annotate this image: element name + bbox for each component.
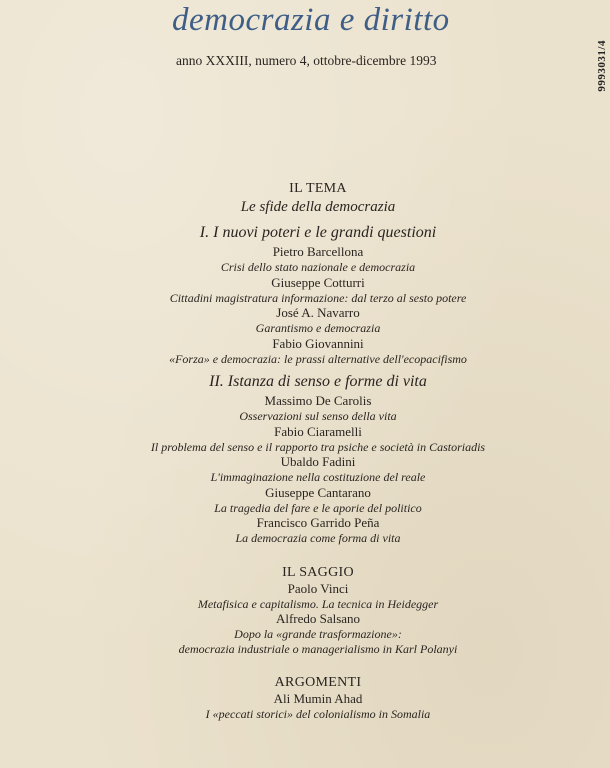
part-two-title: II. Istanza di senso e forme di vita	[209, 373, 427, 390]
issue-info: anno XXXIII, numero 4, ottobre-dicembre 1993	[176, 53, 437, 68]
section-heading-argomenti: ARGOMENTI	[274, 675, 362, 690]
toc-article-title: «Forza» e democrazia: le prassi alternative dell'ecopacifismo	[169, 351, 467, 366]
table-of-contents	[138, 180, 498, 722]
toc-author: Ali Mumin Ahad	[273, 691, 363, 706]
catalog-code: 999303​1/4	[596, 40, 608, 92]
toc-article-title: Cittadini magistratura informazione: dal terzo al sesto potere	[169, 290, 467, 305]
toc-article-title: Osservazioni sul senso della vita	[239, 409, 397, 423]
toc-author: Francisco Garrido Peña	[256, 515, 380, 530]
toc-article-title: Crisi dello stato nazionale e democrazia	[220, 260, 416, 274]
toc-article-title: La tragedia del fare e le aporie del politico	[214, 500, 422, 515]
toc-article-title: Metafisica e capitalismo. La tecnica in Heidegger	[197, 596, 439, 611]
toc-article-title: Dopo la «grande trasformazione»:	[234, 627, 402, 641]
toc-author: Ubaldo Fadini	[280, 454, 356, 469]
part-one-title: I. I nuovi poteri e le grandi questioni	[199, 224, 437, 241]
toc-author: Fabio Ciaramelli	[274, 423, 362, 439]
toc-author: Massimo De Carolis	[264, 393, 372, 408]
section-spacer	[138, 546, 498, 564]
toc-article-title: L'immaginazione nella costituzione del reale	[210, 470, 426, 484]
toc-author: José A. Navarro	[276, 305, 360, 320]
theme-title: Le sfide della democrazia	[240, 199, 396, 215]
toc-author: Giuseppe Cotturri	[271, 274, 365, 290]
toc-article-title: La democrazia come forma di vita	[235, 531, 401, 545]
toc-article-title: Garantismo e democrazia	[255, 321, 381, 335]
section-heading-saggio: IL SAGGIO	[282, 564, 354, 580]
toc-author: Fabio Giovannini	[272, 335, 364, 351]
section-heading-tema: IL TEMA	[289, 181, 347, 196]
toc-author: Giuseppe Cantarano	[265, 484, 371, 500]
toc-author: Alfredo Salsano	[275, 611, 361, 626]
toc-author: Pietro Barcellona	[272, 244, 364, 259]
toc-article-title: Il problema del senso e il rapporto tra psiche e società in Castoriadis	[150, 439, 486, 454]
toc-article-title: I «peccati storici» del colonialismo in Somalia	[205, 707, 431, 721]
toc-author: Paolo Vinci	[287, 580, 349, 596]
toc-article-title: democrazia industriale o managerialismo in Karl Polanyi	[178, 641, 458, 656]
journal-title: democrazia e diritto	[172, 2, 450, 38]
section-spacer	[138, 656, 498, 674]
